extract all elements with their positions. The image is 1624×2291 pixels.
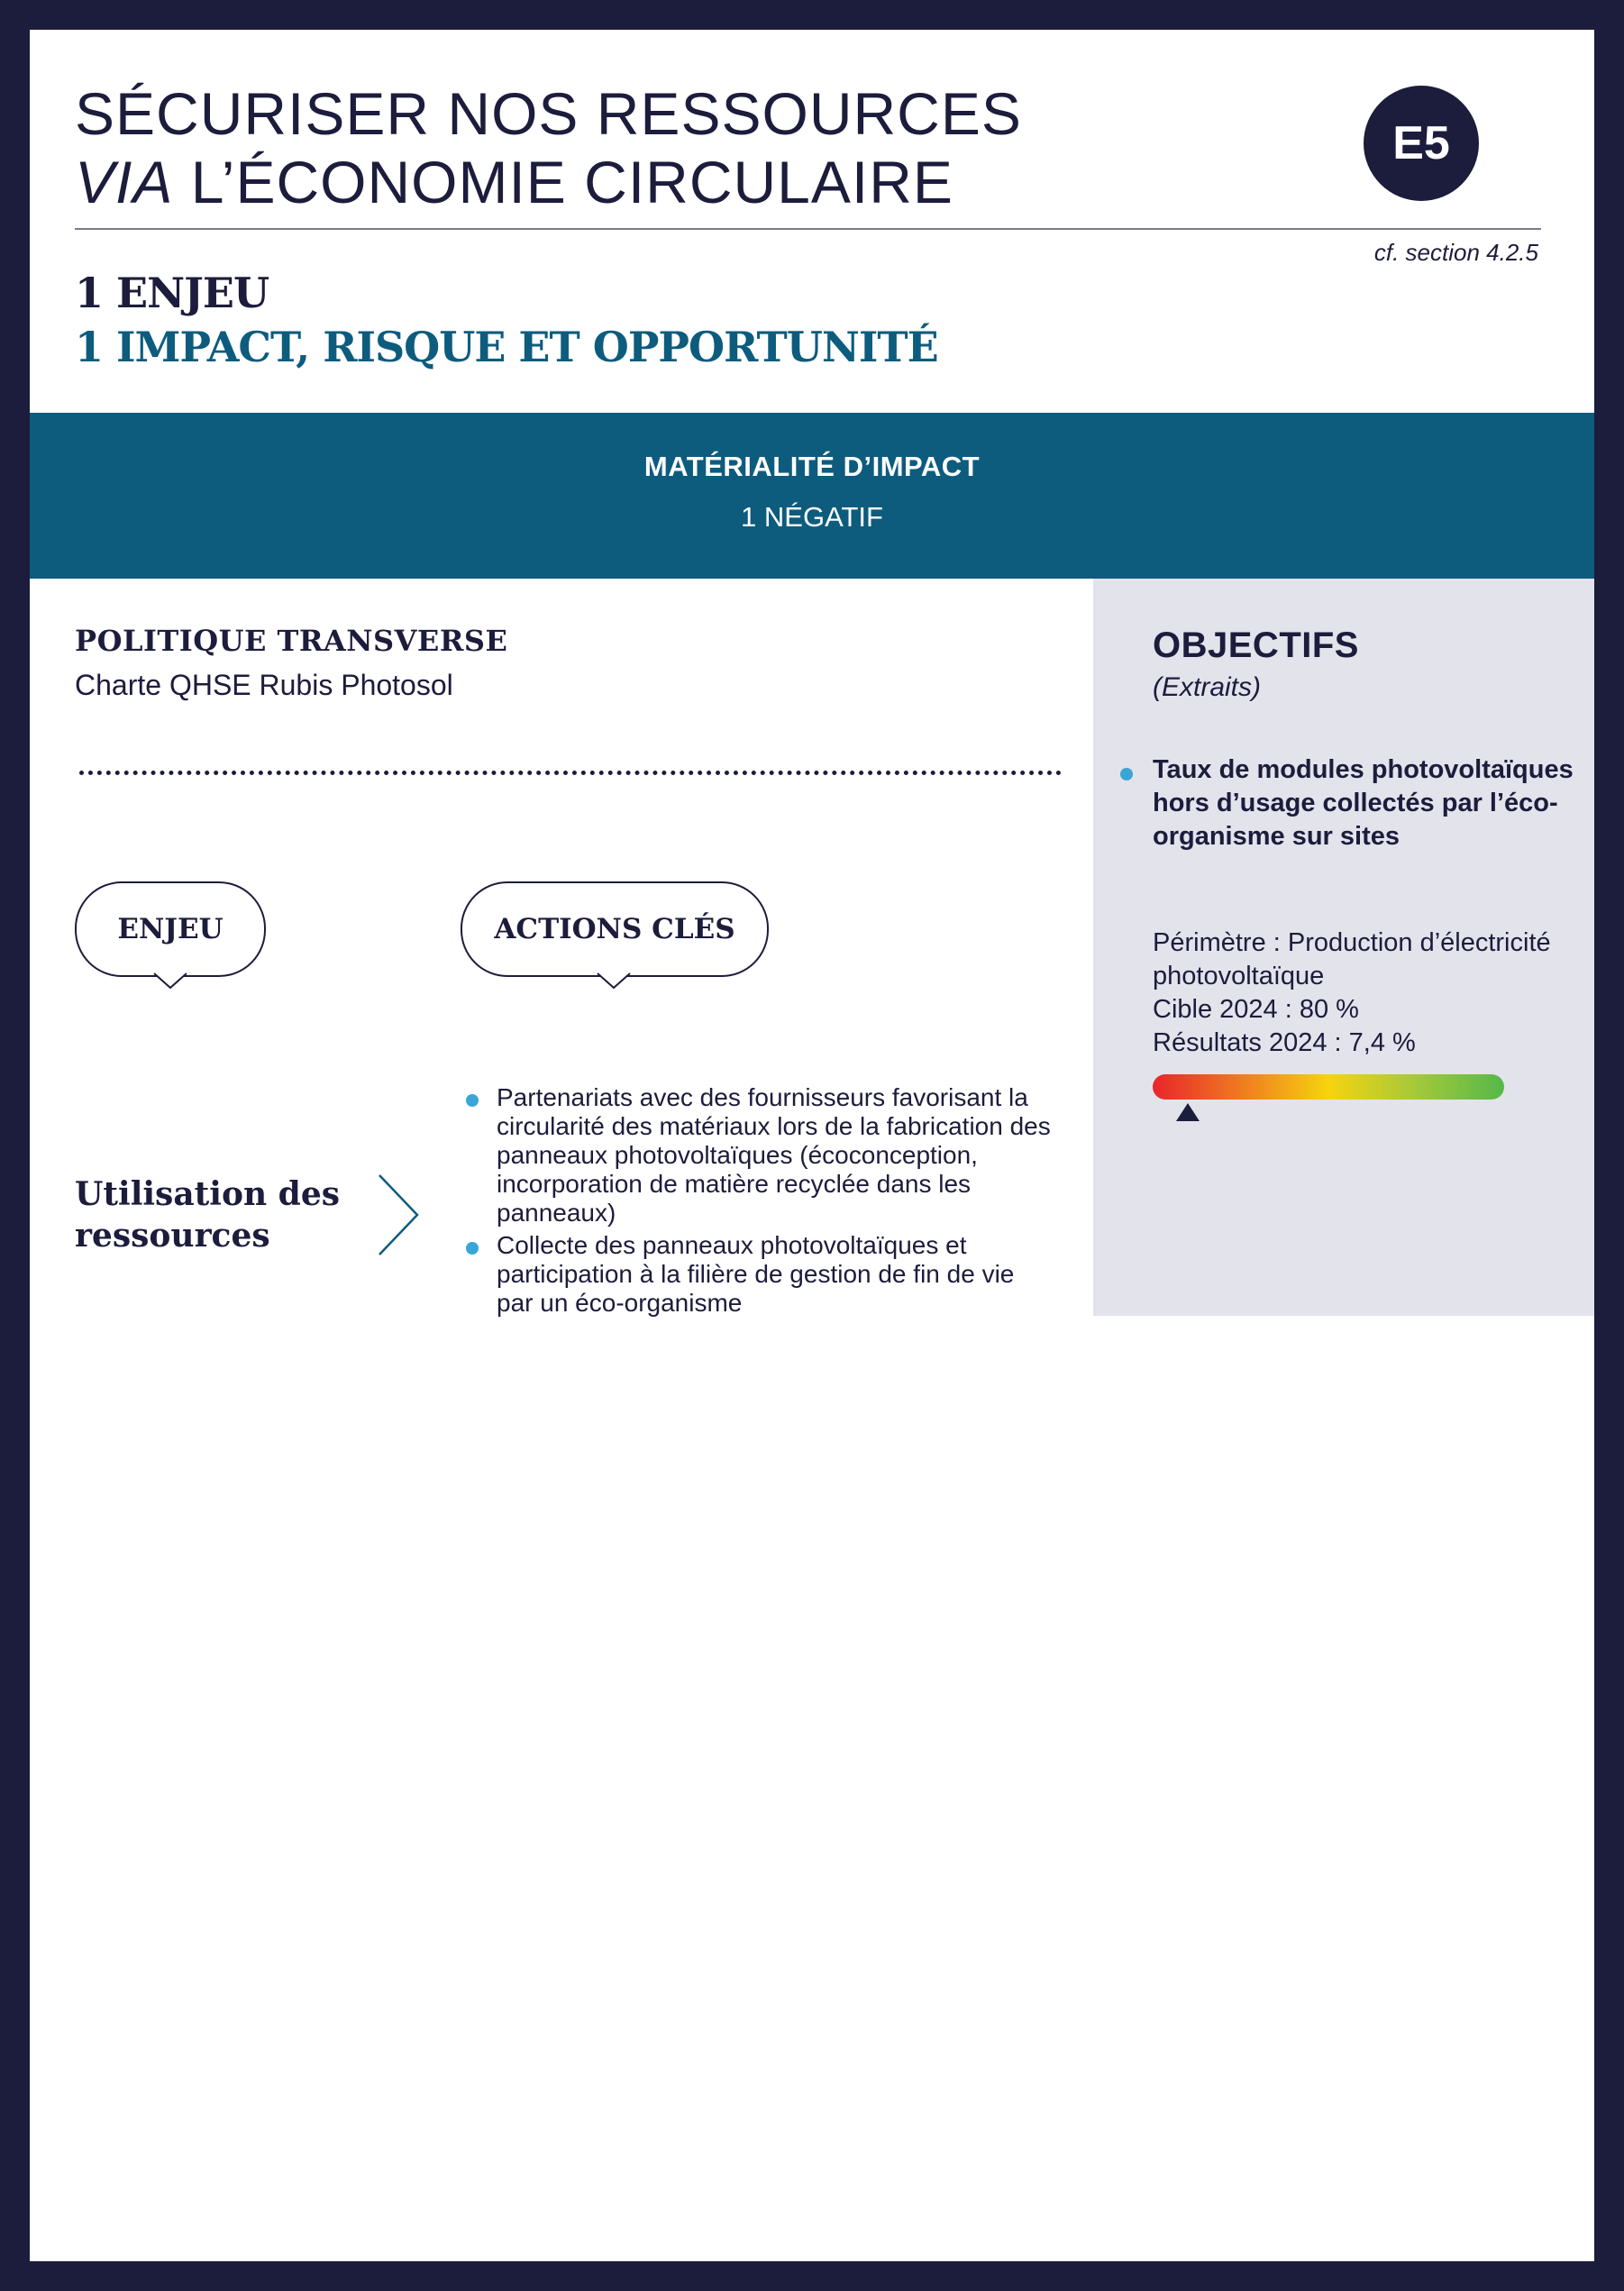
title-line-2-rest: L’ÉCONOMIE CIRCULAIRE xyxy=(173,149,953,215)
enjeu-label: ENJEU xyxy=(117,913,224,945)
objective-title: Taux de modules photovoltaïques hors d’usage collectés par l’éco-organisme sur sites xyxy=(1153,755,1574,851)
speech-tail-icon xyxy=(596,972,632,991)
list-item xyxy=(461,1083,1055,1228)
title-line-1: SÉCURISER NOS RESSOURCES xyxy=(75,80,1022,147)
actions-label: ACTIONS CLÉS xyxy=(494,913,735,945)
enjeu-bubble xyxy=(75,881,266,977)
actions-bubble xyxy=(461,881,769,977)
chevron-right-icon xyxy=(376,1173,421,1256)
enjeu-item: Utilisation des ressources xyxy=(75,1175,341,1255)
objectives-heading: OBJECTIFS xyxy=(1153,625,1359,665)
enjeu-count: 1 ENJEU xyxy=(75,269,269,317)
report-page xyxy=(30,30,1594,2261)
policy-heading: POLITIQUE TRANSVERSE xyxy=(75,624,508,658)
banner-subtitle: 1 NÉGATIF xyxy=(741,501,883,533)
bullet-icon xyxy=(466,1242,479,1255)
bullet-icon xyxy=(466,1094,479,1107)
banner-title: MATÉRIALITÉ D’IMPACT xyxy=(643,451,981,482)
list-item xyxy=(461,1231,1055,1318)
title-via: VIA xyxy=(75,149,174,215)
page-title xyxy=(75,79,1022,216)
speech-tail-icon xyxy=(152,972,188,991)
objective-result: Résultats 2024 : 7,4 % xyxy=(1153,1028,1416,1057)
objectives-panel xyxy=(1093,579,1594,1316)
policy-value: Charte QHSE Rubis Photosol xyxy=(75,669,453,701)
progress-gauge xyxy=(1153,1074,1504,1100)
materiality-banner xyxy=(30,413,1594,579)
action-text: Collecte des panneaux photovoltaïques et participation à la filière de gestion de fin de vie par un éco-organisme xyxy=(497,1231,1015,1317)
objective-target: Cible 2024 : 80 % xyxy=(1153,995,1359,1024)
section-reference: cf. section 4.2.5 xyxy=(1373,239,1538,266)
objective-details xyxy=(1153,926,1576,1060)
objectives-subheading: (Extraits) xyxy=(1153,672,1261,702)
action-text: Partenariats avec des fournisseurs favorisant la circularité des matériaux lors de la fabrication des panneaux photovoltaïques (écoconception, incorporation de matière recyclée dans les panneaux) xyxy=(497,1083,1051,1227)
actions-list xyxy=(461,1083,1055,1321)
impact-count: 1 IMPACT, RISQUE ET OPPORTUNITÉ xyxy=(75,323,938,371)
title-line-2 xyxy=(75,148,1022,216)
section-badge: E5 xyxy=(1364,86,1479,201)
objective-perimeter: Périmètre : Production d’électricité photovoltaïque xyxy=(1153,928,1551,990)
dotted-divider xyxy=(79,771,1062,775)
bullet-icon xyxy=(1120,768,1133,780)
gauge-marker-icon xyxy=(1176,1103,1200,1121)
header-divider xyxy=(75,228,1541,230)
left-column xyxy=(30,579,1093,1390)
